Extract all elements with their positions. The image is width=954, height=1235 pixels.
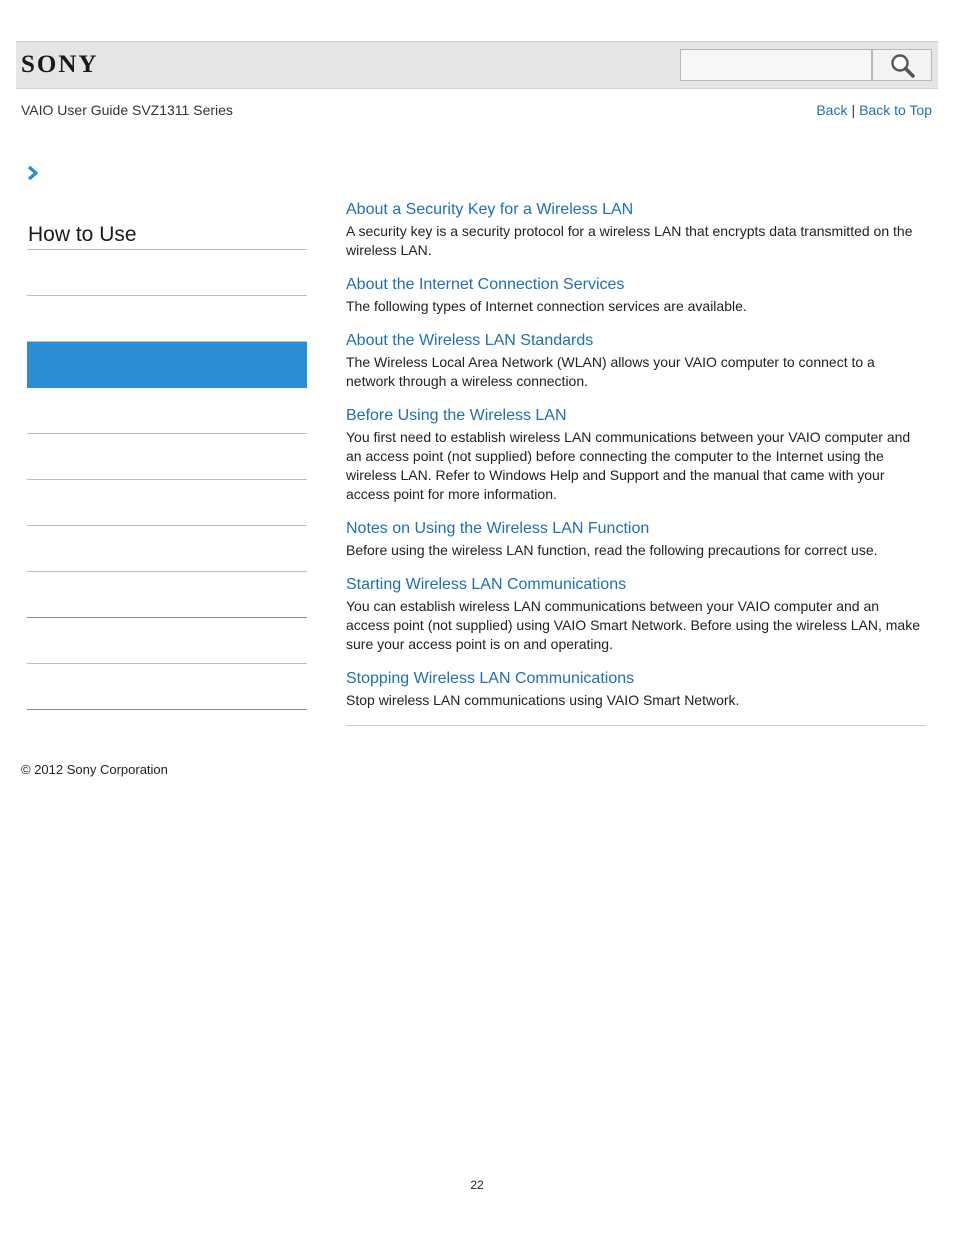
back-link[interactable]: Back: [816, 102, 848, 118]
search-button[interactable]: [872, 49, 932, 81]
topic-description: You can establish wireless LAN communications between your VAIO computer and an access point (not supplied) using VAIO Smart Network. Before using the wireless LAN, make sure your access point is on and operating.: [346, 598, 920, 652]
topic-item: [346, 330, 926, 391]
topic-item: [346, 518, 926, 560]
topic-item: [346, 274, 926, 316]
content-divider: [346, 725, 926, 726]
topic-description: The Wireless Local Area Network (WLAN) allows your VAIO computer to connect to a network through a wireless connection.: [346, 354, 875, 389]
link-separator: |: [851, 102, 856, 118]
sidebar: [27, 218, 307, 710]
sidebar-item[interactable]: [27, 296, 307, 342]
topic-link[interactable]: Before Using the Wireless LAN: [346, 407, 567, 424]
topic-link[interactable]: About the Internet Connection Services: [346, 276, 625, 293]
sidebar-item[interactable]: [27, 618, 307, 664]
top-links: [816, 102, 932, 118]
topic-link[interactable]: About the Wireless LAN Standards: [346, 332, 594, 349]
guide-title: VAIO User Guide SVZ1311 Series: [21, 102, 233, 118]
topic-description: Before using the wireless LAN function, read the following precautions for correct use.: [346, 542, 878, 558]
sidebar-title: How to Use: [27, 218, 307, 250]
topic-link[interactable]: Stopping Wireless LAN Communications: [346, 670, 635, 687]
sidebar-item[interactable]: [27, 664, 307, 710]
topic-description: A security key is a security protocol for a wireless LAN that encrypts data transmitted on the wireless LAN.: [346, 223, 913, 258]
sidebar-item[interactable]: [27, 572, 307, 618]
sidebar-item[interactable]: [27, 480, 307, 526]
topic-link[interactable]: Notes on Using the Wireless LAN Function: [346, 520, 650, 537]
topic-item: [346, 405, 926, 504]
topic-list: [346, 199, 926, 724]
sidebar-item[interactable]: [27, 388, 307, 434]
chevron-right-icon: [26, 165, 40, 181]
topic-description: You first need to establish wireless LAN communications between your VAIO computer and an access point (not supplied) before connecting the computer to the Internet using the wireless LAN. Refer to Windows Help and Support and the manual that came with your access point for more information.: [346, 429, 911, 502]
sony-logo: SONY: [21, 51, 99, 78]
back-to-top-link[interactable]: Back to Top: [859, 102, 932, 118]
topic-item: [346, 199, 926, 260]
topic-link[interactable]: About a Security Key for a Wireless LAN: [346, 201, 634, 218]
sidebar-item[interactable]: [27, 434, 307, 480]
breadcrumb[interactable]: [26, 165, 40, 186]
topic-item: [346, 574, 926, 654]
copyright: © 2012 Sony Corporation: [21, 762, 168, 777]
sidebar-item[interactable]: [27, 250, 307, 296]
topic-item: [346, 668, 926, 710]
page-number: 22: [470, 1178, 484, 1192]
search-input[interactable]: [680, 49, 872, 81]
topic-description: Stop wireless LAN communications using VAIO Smart Network.: [346, 692, 740, 708]
header-bar: [16, 41, 938, 89]
topic-description: The following types of Internet connection services are available.: [346, 298, 747, 314]
topic-link[interactable]: Starting Wireless LAN Communications: [346, 576, 627, 593]
sidebar-item-active[interactable]: [27, 342, 307, 388]
sidebar-item[interactable]: [27, 526, 307, 572]
magnifier-icon: [889, 53, 917, 79]
